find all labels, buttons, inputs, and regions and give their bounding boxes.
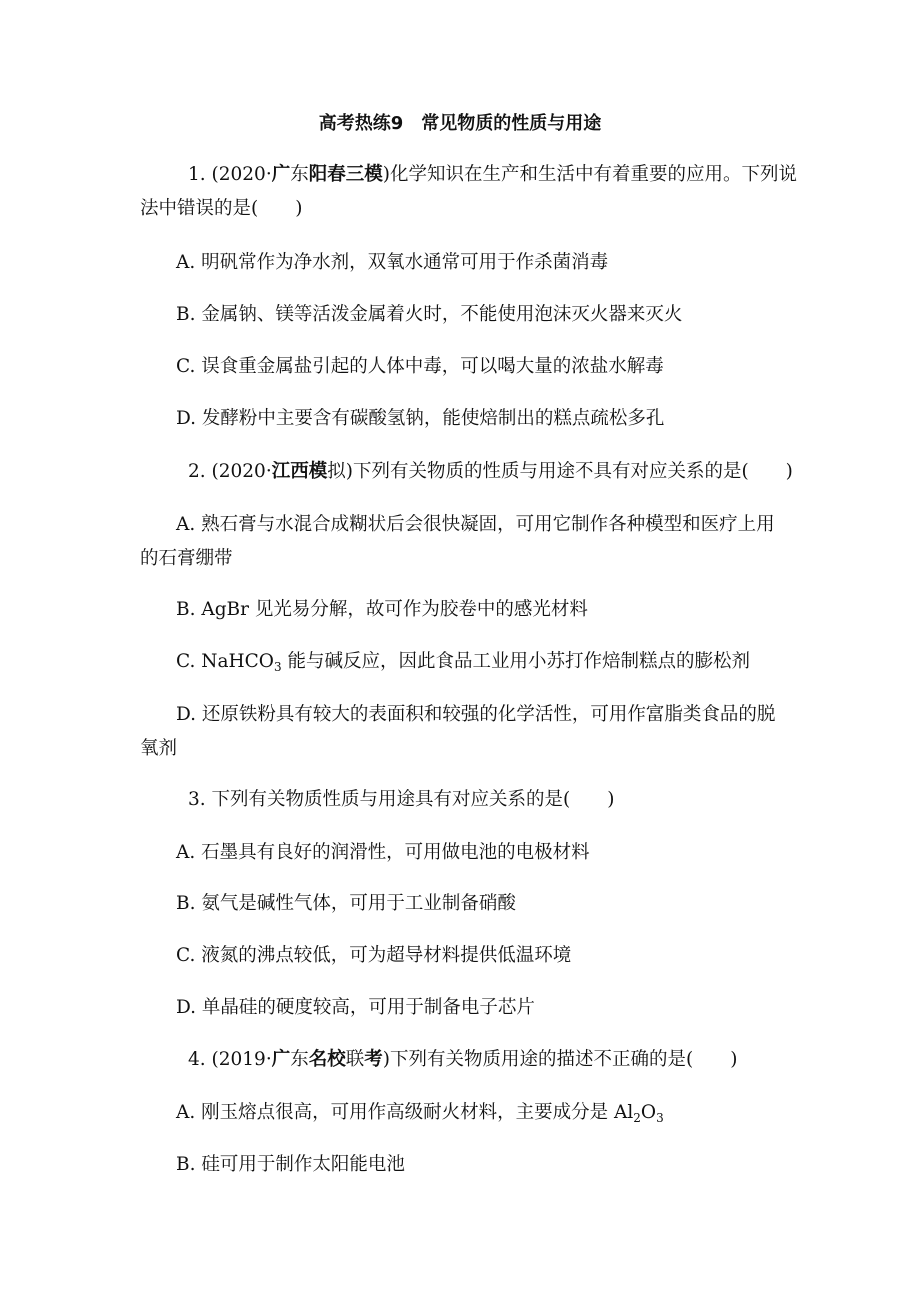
question-4-option-a: A. 刚玉熔点很高，可用作高级耐火材料，主要成分是 $Al_2O_3$: [176, 1102, 664, 1125]
question-4-stem: 4. (2019·广东名校联考)下列有关物质用途的描述不正确的是( ): [188, 1049, 738, 1070]
question-1-option-a: A. 明矾常作为净水剂，双氧水通常可用于作杀菌消毒: [176, 252, 609, 273]
question-3-option-b: B. 氨气是碱性气体，可用于工业制备硝酸: [176, 893, 516, 914]
question-3-option-a: A. 石墨具有良好的润滑性，可用做电池的电极材料: [176, 842, 590, 863]
question-3-stem: 3. 下列有关物质性质与用途具有对应关系的是( ): [188, 789, 615, 810]
question-2-option-b: B. AgBr 见光易分解，故可作为胶卷中的感光材料: [176, 599, 588, 620]
question-2-option-d-cont: 氧剂: [140, 738, 178, 759]
question-4-option-b: B. 硅可用于制作太阳能电池: [176, 1154, 405, 1175]
question-1-option-c: C. 误食重金属盐引起的人体中毒，可以喝大量的浓盐水解毒: [176, 356, 664, 377]
question-2-option-c: C. NaHCO$_3$ 能与碱反应，因此食品工业用小苏打作焙制糕点的膨松剂: [176, 651, 750, 674]
question-1-option-d: D. 发酵粉中主要含有碳酸氢钠，能使焙制出的糕点疏松多孔: [176, 408, 665, 429]
question-1-stem: 1. (2020·广东阳春三模)化学知识在生产和生活中有着重要的应用。下列说: [188, 164, 797, 185]
question-1-option-b: B. 金属钠、镁等活泼金属着火时，不能使用泡沫灭火器来灭火: [176, 304, 683, 325]
question-3-option-d: D. 单晶硅的硬度较高，可用于制备电子芯片: [176, 997, 535, 1018]
question-1-stem-cont: 法中错误的是( ): [140, 198, 303, 219]
page-title: 高考热练9 常见物质的性质与用途: [318, 113, 602, 134]
question-2-option-d: D. 还原铁粉具有较大的表面积和较强的化学活性，可用作富脂类食品的脱: [176, 704, 776, 725]
question-2-option-a-cont: 的石膏绷带: [140, 548, 233, 569]
question-3-option-c: C. 液氮的沸点较低，可为超导材料提供低温环境: [176, 945, 572, 966]
question-2-option-a: A. 熟石膏与水混合成糊状后会很快凝固，可用它制作各种模型和医疗上用: [176, 514, 775, 535]
question-2-stem: 2. (2020·江西模拟)下列有关物质的性质与用途不具有对应关系的是( ): [188, 461, 793, 482]
